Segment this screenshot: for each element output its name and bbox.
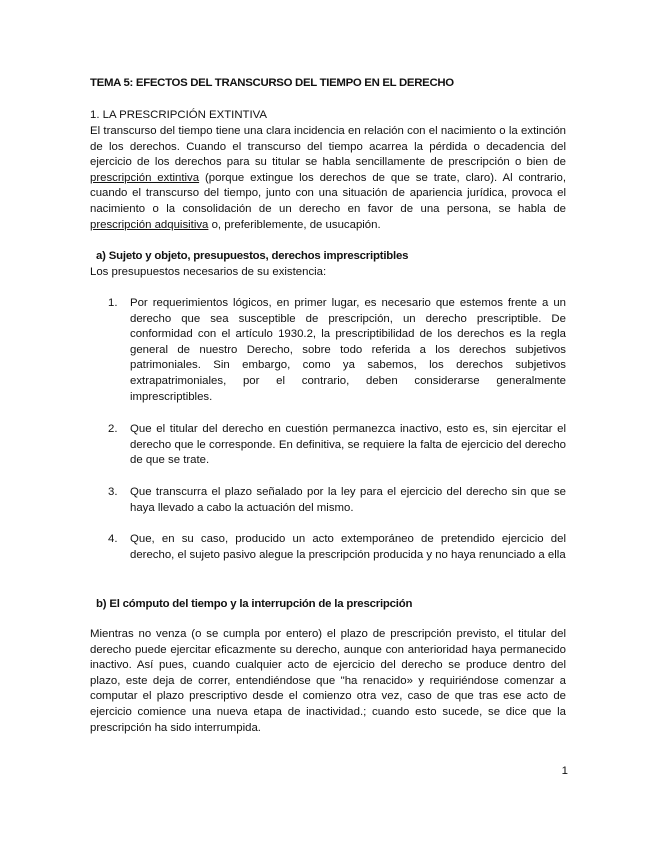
list-item-number: 2. [108, 423, 118, 435]
list-item-number: 1. [108, 297, 118, 309]
list-item-text: Que, en su caso, producido un acto extemporáneo de pretendido ejercicio del derecho, el sujeto pasivo alegue la prescripción producida y no haya renunciado a ella [130, 533, 566, 561]
underlined-term-prescripcion-adquisitiva: prescripción adquisitiva [90, 218, 209, 231]
paragraph-text: (porque extingue los derechos de que se trate, claro). Al contrario, cuando el transcurso del tiempo, junto con una situación de apariencia jurídica, provoca el nacimiento o la consolidación de un derecho en favor de una persona, se habla de [90, 171, 566, 215]
list-item [108, 422, 566, 469]
paragraph-prescripcion-intro [90, 124, 566, 233]
list-item-text: Que el titular del derecho en cuestión permanezca inactivo, esto es, sin ejercitar el derecho que le corresponde. En definitiva, se requiere la falta de ejercicio del derecho de que se trate. [130, 423, 566, 467]
subsection-heading-a: a) Sujeto y objeto, presupuestos, derechos imprescriptibles [96, 250, 409, 262]
section-heading-prescripcion-extintiva: 1. LA PRESCRIPCIÓN EXTINTIVA [90, 109, 268, 121]
list-item-text: Que transcurra el plazo señalado por la ley para el ejercicio del derecho sin que se haya llevado a cabo la actuación del mismo. [130, 486, 566, 514]
list-item [108, 485, 566, 516]
paragraph-text: o, preferiblemente, de usucapión. [208, 218, 381, 231]
paragraph-computo-tiempo: Mientras no venza (o se cumpla por entero) el plazo de prescripción previsto, el titular del derecho puede ejercitar eficazmente su derecho, aunque con anterioridad haya permanecido inactivo. Así pues, cuando cualquier acto de ejercicio del derecho se produce dentro del plazo, este deja de correr, entendiéndose que "ha renacido» y requiriéndose comenzar a computar el plazo prescriptivo desde el comienzo otra vez, caso de que tras ese acto de ejercicio comience una nueva etapa de inactividad.; cuando esto sucede, se dice que la prescripción ha sido interrumpida. [90, 628, 566, 734]
document-title: TEMA 5: EFECTOS DEL TRANSCURSO DEL TIEMPO EN EL DERECHO [90, 77, 454, 89]
underlined-term-prescripcion-extintiva: prescripción extintiva [90, 171, 200, 184]
list-item-number: 4. [108, 533, 118, 545]
list-item [108, 532, 566, 563]
list-item-number: 3. [108, 486, 118, 498]
page-number: 1 [561, 765, 568, 777]
subsection-a-lead: Los presupuestos necesarios de su existencia: [90, 266, 327, 278]
paragraph-text: El transcurso del tiempo tiene una clara incidencia en relación con el nacimiento o la extinción de los derechos. Cuando el transcurso del tiempo acarrea la pérdida o decadencia del ejercicio de los derechos para su titular se habla sencillamente de prescripción o bien de [90, 125, 566, 169]
list-item [108, 296, 566, 405]
subsection-heading-b: b) El cómputo del tiempo y la interrupción de la prescripción [96, 598, 413, 610]
list-item-text: Por requerimientos lógicos, en primer lugar, es necesario que estemos frente a un derecho que sea susceptible de prescripción, un derecho prescriptible. De conformidad con el artículo 1930.2, la prescriptibilidad de los derechos es la regla general de nuestro Derecho, sobre todo referida a los derechos subjetivos patrimoniales. Sin embargo, como ya sabemos, los derechos subjetivos extrapatrimoniales, por el contrario, deben considerarse generalmente imprescriptibles. [130, 297, 566, 403]
